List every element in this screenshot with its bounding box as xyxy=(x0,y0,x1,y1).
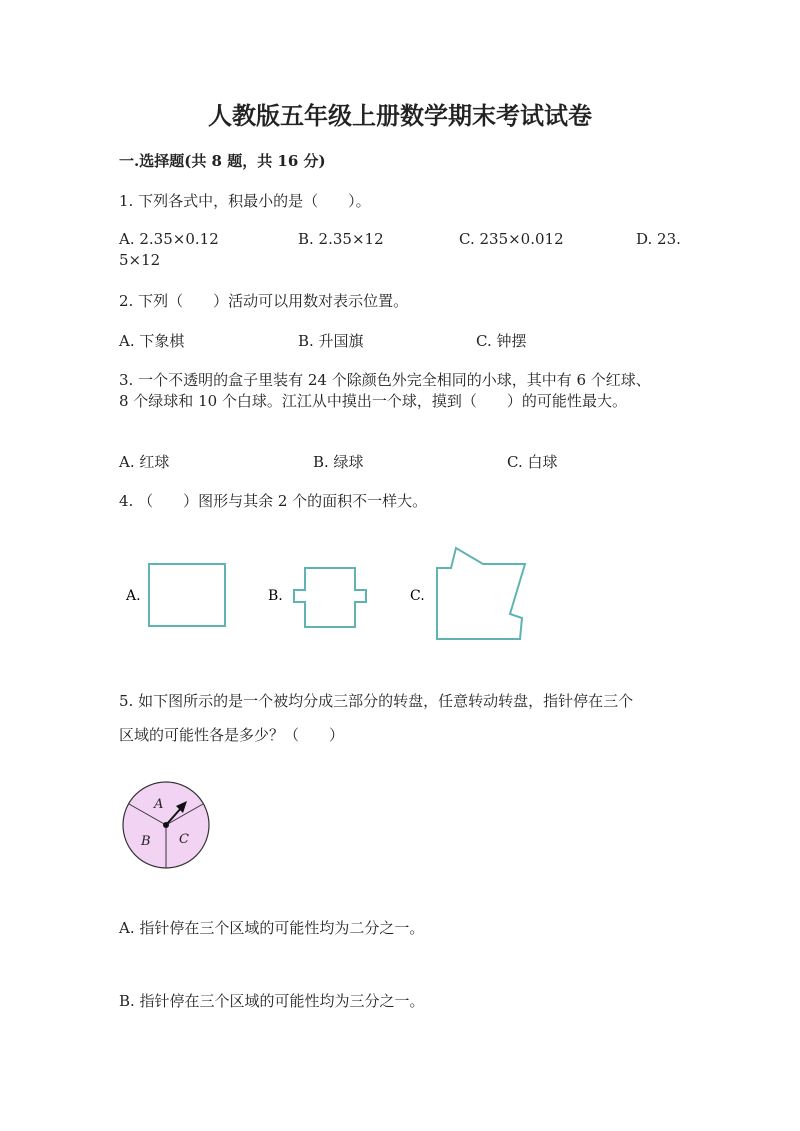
question-3-option-c: C. 白球 xyxy=(507,453,558,471)
question-1-option-b: B. 2.35×12 xyxy=(298,230,384,248)
shape-a-rectangle xyxy=(149,564,225,626)
question-2-option-b: B. 升国旗 xyxy=(298,332,364,350)
shape-b-label: B. xyxy=(268,588,283,604)
shape-a-label: A. xyxy=(126,588,141,604)
spinner-label-b: B xyxy=(141,834,151,849)
question-2-option-a: A. 下象棋 xyxy=(119,332,185,350)
spinner-label-c: C xyxy=(179,832,189,847)
question-4-stem: 4. （ ）图形与其余 2 个的面积不一样大。 xyxy=(119,492,428,510)
spinner-center-dot xyxy=(163,822,169,828)
question-1-option-d: D. 23. xyxy=(636,230,681,248)
question-5-option-b: B. 指针停在三个区域的可能性均为三分之一。 xyxy=(119,992,425,1010)
question-2-stem: 2. 下列（ ）活动可以用数对表示位置。 xyxy=(119,292,409,310)
question-5-option-a: A. 指针停在三个区域的可能性均为二分之一。 xyxy=(119,919,425,937)
question-3-stem-line2: 8 个绿球和 10 个白球。江江从中摸出一个球，摸到（ ）的可能性最大。 xyxy=(119,392,627,410)
section-heading: 一.选择题(共 8 题，共 16 分) xyxy=(119,152,326,170)
shape-c-label: C. xyxy=(410,588,425,604)
shape-c-irregular-shape xyxy=(437,548,525,639)
question-2-option-c: C. 钟摆 xyxy=(476,332,527,350)
question-1-option-a: A. 2.35×0.12 xyxy=(119,230,219,248)
question-3-option-b: B. 绿球 xyxy=(313,453,364,471)
question-3-stem-line1: 3. 一个不透明的盒子里装有 24 个除颜色外完全相同的小球，其中有 6 个红球、 xyxy=(119,371,651,389)
spinner-figure xyxy=(120,780,216,876)
shape-b-cross-shape xyxy=(294,568,366,627)
question-1-stem: 1. 下列各式中，积最小的是（ ）。 xyxy=(119,192,371,210)
question-1-option-d-wrap: 5×12 xyxy=(119,251,161,269)
question-3-option-a: A. 红球 xyxy=(119,453,170,471)
question-5-stem-line2: 区域的可能性各是多少？（ ） xyxy=(119,726,345,744)
page-title: 人教版五年级上册数学期末考试试卷 xyxy=(208,101,592,130)
question-5-stem-line1: 5. 如下图所示的是一个被均分成三部分的转盘，任意转动转盘，指针停在三个 xyxy=(119,692,634,710)
question-1-option-c: C. 235×0.012 xyxy=(459,230,564,248)
question-4-figure xyxy=(110,540,550,650)
spinner-label-a: A xyxy=(154,797,164,812)
